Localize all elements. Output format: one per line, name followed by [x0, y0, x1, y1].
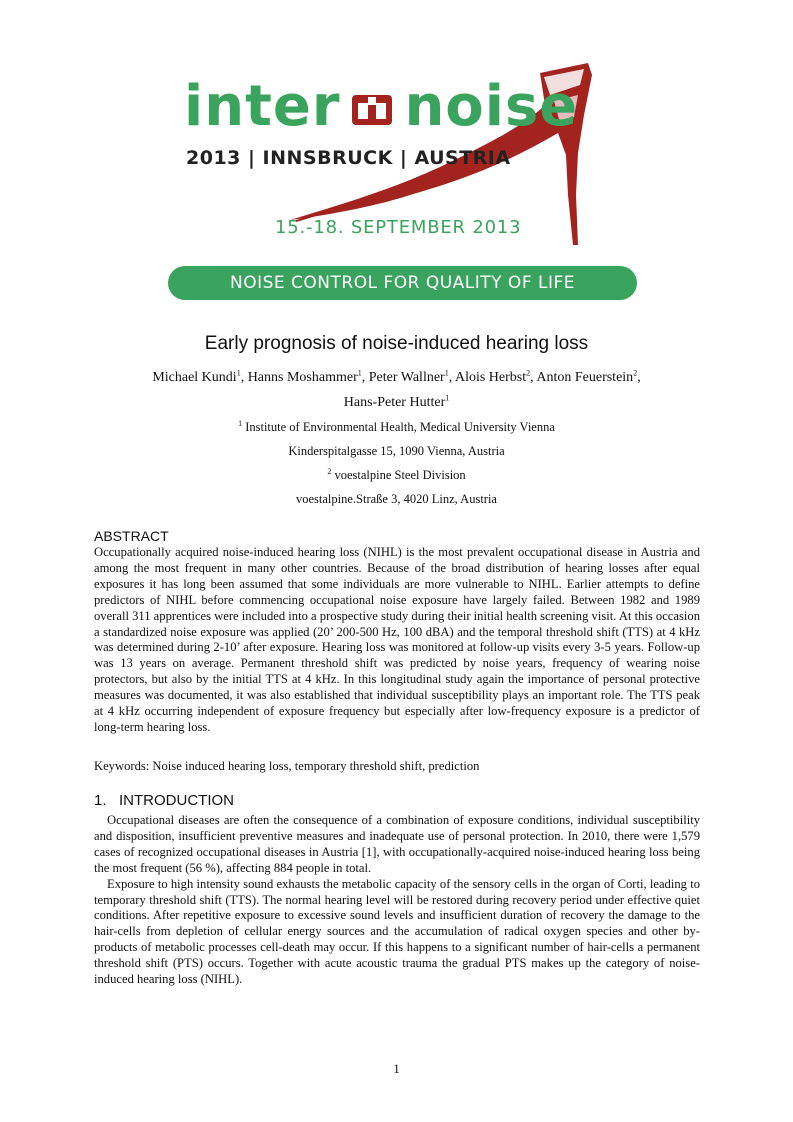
author-name: Hanns Moshammer	[247, 370, 358, 385]
innsbruck-mark-icon	[350, 79, 394, 113]
page-number: 1	[393, 1061, 400, 1076]
conference-dates: 15.-18. SEPTEMBER 2013	[275, 217, 522, 238]
banner-text: NOISE CONTROL FOR QUALITY OF LIFE	[229, 273, 576, 293]
author-separator: ,	[240, 370, 248, 385]
author-affiliation-mark: 1	[445, 393, 450, 403]
author-affiliation-mark: 1	[444, 368, 449, 378]
keywords: Keywords: Noise induced hearing loss, temporary threshold shift, prediction	[94, 759, 480, 773]
logo-wordmark	[184, 74, 579, 139]
author-affiliation-mark: 2	[633, 368, 638, 378]
paper-title: Early prognosis of noise-induced hearing loss	[204, 333, 589, 354]
authors-line-1	[0, 370, 793, 386]
theme-banner	[168, 266, 637, 300]
affiliation-2-address: voestalpine.Straße 3, 4020 Linz, Austria	[295, 492, 497, 506]
abstract-heading: ABSTRACT	[94, 528, 169, 544]
author-name: Peter Wallner	[368, 370, 445, 385]
logo-word-inter: inter	[184, 74, 341, 139]
paragraph: Occupational diseases are often the consequence of a combination of exposure conditions, individual susceptibility and disposition, insufficient preventive measures and inadequate use of personal protection. In 2010, there were 1,579 cases of recognized occupational diseases in Austria [1], with occupationally-acquired noise-induced hearing loss being the most frequent (56 %), affecting 884 people in total.	[94, 813, 700, 875]
affiliation-name: Institute of Environmental Health, Medical University Vienna	[245, 420, 555, 434]
author-affiliation-mark: 2	[526, 368, 531, 378]
authors-line-2	[0, 395, 793, 411]
logo-subtitle: 2013 | INNSBRUCK | AUSTRIA	[186, 147, 511, 169]
affiliation-1-address: Kinderspitalgasse 15, 1090 Vienna, Austria	[288, 444, 505, 458]
affiliation-name: voestalpine Steel Division	[334, 468, 466, 482]
author-separator: ,	[361, 370, 369, 385]
author-name: Hans-Peter Hutter	[343, 395, 446, 410]
introduction-heading: 1. INTRODUCTION	[94, 792, 235, 809]
author-separator: ,	[448, 370, 455, 385]
author-name: Anton Feuerstein	[536, 370, 634, 385]
author-affiliation-mark: 1	[236, 368, 241, 378]
author-separator: ,	[530, 370, 537, 385]
author-affiliation-mark: 1	[357, 368, 362, 378]
author-name: Alois Herbst	[454, 370, 527, 385]
affiliation-1	[0, 420, 793, 435]
abstract-text: Occupationally acquired noise-induced hearing loss (NIHL) is the most prevalent occupational disease in Austria and among the most frequent in many other countries. Because of the broad distribution of hearing losses after equal exposures it has long been assumed that some individuals are more vulnerable to NIHL. Earlier attempts to define predictors of NIHL before commencing occupational noise exposure have largely failed. Between 1982 and 1989 overall 311 apprentices were included into a prospective study during their initial health screening visit. At this occasion a standardized noise exposure was applied (20’ 200-500 Hz, 100 dBA) and the temporal threshold shift (TTS) at 4 kHz was determined during 2-10’ after exposure. Hearing loss was monitored at follow-up visits every 3-5 years. Follow-up was 13 years on average. Permanent threshold shift was predicted by noise years, frequency of wearing noise protectors, but also by the initial TTS at 4 kHz. In this longitudinal study again the importance of personal protective measures was documented, it was also established that individual susceptibility plays an important role. The TTS peak at 4 kHz occurring independent of exposure frequency but especially after low-frequency exposure is a predictor of long-term hearing loss.	[94, 545, 700, 734]
author-name: Michael Kundi	[152, 370, 237, 385]
paragraph: Exposure to high intensity sound exhausts the metabolic capacity of the sensory cells in the organ of Corti, leading to temporary threshold shift (TTS). The normal hearing level will be restored during recovery period under effective quiet conditions. After repetitive exposure to excessive sound levels and insufficient duration of recovery the damage to the hair-cells from depletion of cellular energy sources and the accumulation of radical oxygen species and other by-products of metabolic processes cell-death may occur. If this happens to a significant number of hair-cells a permanent threshold shift (PTS) occurs. Together with acute acoustic trauma the gradual PTS makes up the category of noise-induced hearing loss (NIHL).	[94, 876, 700, 987]
affiliation-2	[0, 468, 793, 483]
affiliation-mark: 1	[238, 418, 243, 428]
author-separator: ,	[637, 370, 641, 385]
introduction-body	[94, 813, 700, 988]
affiliation-mark: 2	[327, 466, 332, 476]
logo-word-noise: noise	[404, 74, 579, 139]
conference-logo	[180, 55, 620, 255]
